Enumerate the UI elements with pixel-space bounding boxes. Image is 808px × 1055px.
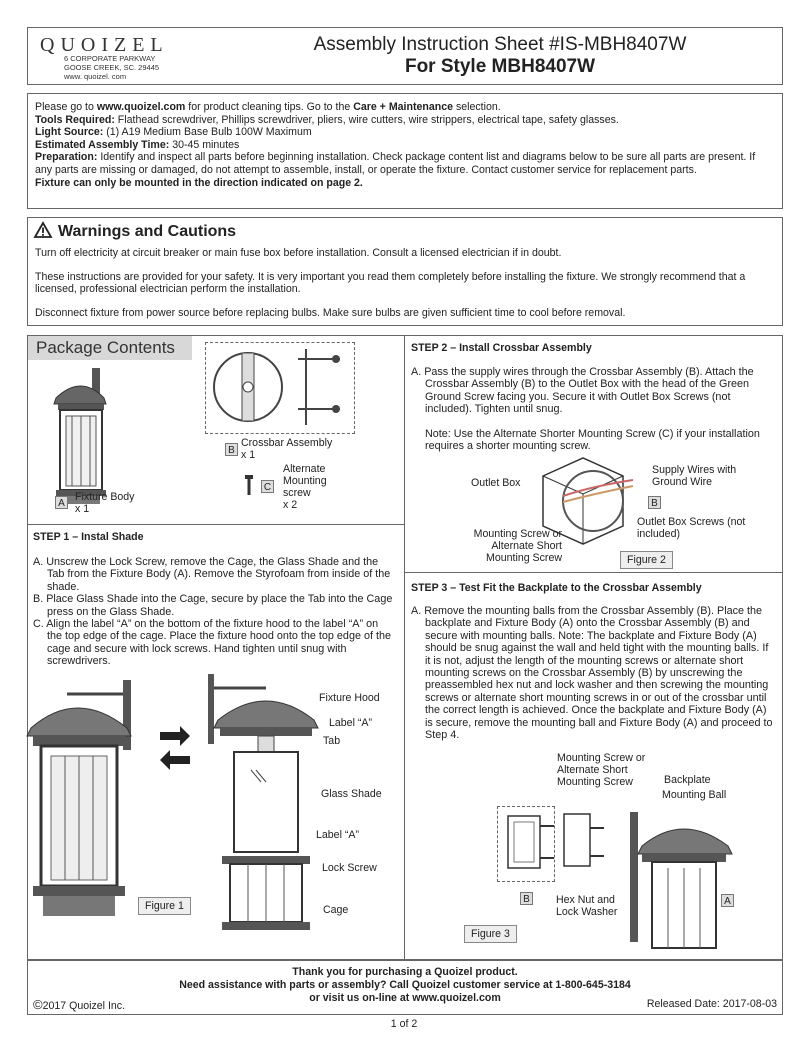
package-b-qty: x 1 (241, 449, 256, 461)
label-lock-screw: Lock Screw (322, 862, 377, 874)
figure3-caption: Figure 3 (464, 925, 517, 943)
step1-item-b: B. Place Glass Shade into the Cage, secure by place the Tab into the Cage press on the Glass Shade. (33, 593, 393, 618)
step1-title: STEP 1 – Instal Shade (33, 531, 144, 543)
grid-divider-left (27, 524, 405, 525)
figure3-tag-b: B (520, 892, 533, 905)
label-mounting-screw-2: Mounting Screw or Alternate Short Mounting Screw (473, 528, 562, 564)
package-tag-a: A (55, 496, 68, 509)
step3-instructions (411, 605, 775, 741)
assembly-time-line: Estimated Assembly Time: 30-45 minutes (35, 138, 240, 151)
style-title: For Style MBH8407W (404, 56, 596, 77)
quoizel-link[interactable]: www.quoizel.com (96, 101, 186, 113)
footer-website[interactable]: or visit us on-line at www.quoizel.com (309, 992, 501, 1004)
step1-instructions (33, 556, 395, 668)
figure2-caption: Figure 2 (620, 551, 673, 569)
package-tag-b: B (225, 443, 238, 456)
footer-thanks: Thank you for purchasing a Quoizel product. (292, 966, 518, 978)
mount-direction-note: Fixture can only be mounted in the direction indicated on page 2. (35, 176, 363, 189)
label-a-top: Label “A” (329, 717, 372, 729)
grid-divider-vertical (404, 335, 405, 960)
page-number: 1 of 2 (390, 1018, 418, 1030)
intro-text (35, 101, 775, 189)
figure2-tag-b: B (648, 496, 661, 509)
address-line-2: GOOSE CREEK, SC. 29445 (64, 63, 160, 72)
copyright-icon: © (33, 997, 43, 1012)
page-title: Assembly Instruction Sheet #IS-MBH8407W (313, 34, 687, 55)
tools-line: Tools Required: Flathead screwdriver, Phillips screwdriver, pliers, wire cutters, wire strippers, electrical tape, safety glasses. (35, 113, 619, 126)
light-source-line: Light Source: (1) A19 Medium Base Bulb 100W Maximum (35, 126, 312, 139)
label-mounting-ball: Mounting Ball (662, 789, 727, 801)
package-contents-title: Package Contents (28, 336, 192, 360)
package-tag-c: C (261, 480, 274, 493)
label-outlet-box-screws: Outlet Box Screws (not included) (637, 516, 746, 540)
step1-item-c: C. Align the label “A” on the bottom of the fixture hood to the label “A” on the top edge of the cage. Place the fixture hood onto the top edge of the cage and secure with lock screws. Hand tighten until snug with screwdrivers. (33, 618, 391, 668)
step1-item-a: A. Unscrew the Lock Screw, remove the Cage, the Glass Shade and the Tab from the Fixture Body (A). Remove the Styrofoam from inside of the shade. (33, 556, 391, 593)
step2-instructions (411, 366, 773, 452)
intro-line-1: Please go to www.quoizel.com for product cleaning tips. Go to the Care + Maintenance selection. (35, 101, 501, 113)
warning-paragraph-2: These instructions are provided for your safety. It is very important you read them completely before installing the fixture. We strongly recommend that a licensed, professional electrician perform the installation. (35, 270, 746, 296)
copyright: ©2017 Quoizel Inc. (33, 997, 126, 1012)
warning-paragraph-1: Turn off electricity at circuit breaker or main fuse box before installation. Consult a licensed electrician if in doubt. (35, 247, 562, 259)
preparation-line: Preparation: Identify and inspect all parts before beginning installation. Check package content list and diagrams below to be sure all parts are present. If any parts are missing or damaged, do not attempt to assemble, install, or operate the fixture. Contact customer service for replacement parts. (35, 151, 756, 176)
warning-icon (34, 222, 52, 238)
figure3-lantern-drawing (628, 812, 738, 952)
figure1-exploded-lantern (206, 666, 326, 936)
package-c-name: Alternate Mounting screw x 2 (283, 463, 327, 511)
step2-title: STEP 2 – Install Crossbar Assembly (411, 342, 592, 354)
label-fixture-hood: Fixture Hood (319, 692, 380, 704)
figure3-tag-a: A (721, 894, 734, 907)
step3-title: STEP 3 – Test Fit the Backplate to the Crossbar Assembly (411, 582, 702, 594)
company-website[interactable]: www. quoizel. com (64, 72, 127, 81)
warnings-title: Warnings and Cautions (58, 223, 237, 240)
label-tab: Tab (323, 735, 341, 747)
released-date: Released Date: 2017-08-03 (646, 998, 777, 1010)
grid-divider-right (404, 572, 783, 573)
warnings-text (35, 247, 775, 319)
figure1-caption: Figure 1 (138, 897, 191, 915)
footer-assistance: Need assistance with parts or assembly? Call Quoizel customer service at 1-800-645-3184 (179, 979, 631, 991)
label-a-bottom: Label “A” (316, 829, 359, 841)
label-hex-nut: Hex Nut and Lock Washer (556, 894, 618, 918)
address-line-1: 6 CORPORATE PARKWAY (64, 54, 156, 63)
figure1-arrows (160, 728, 190, 768)
crossbar-drawing (208, 345, 348, 429)
label-supply-wires: Supply Wires with Ground Wire (652, 464, 737, 488)
warning-paragraph-3: Disconnect fixture from power source before replacing bulbs. Make sure bulbs are given sufficient time to cool before removal. (35, 306, 626, 319)
company-address (64, 54, 159, 72)
label-backplate: Backplate (664, 774, 711, 786)
label-cage: Cage (323, 904, 349, 916)
label-glass-shade: Glass Shade (321, 788, 382, 800)
label-mounting-screw-3: Mounting Screw or Alternate Short Mounting Screw (557, 752, 646, 788)
screw-drawing (244, 475, 254, 497)
logo: QUOIZEL (40, 34, 169, 56)
label-outlet-box: Outlet Box (471, 477, 521, 489)
step2-item-a: A. Pass the supply wires through the Crossbar Assembly (B). Attach the Crossbar Assembly (B) to the Outlet Box with the head of the Green Ground Screw facing you. Secure it with Outlet Box Screws (not included). Tighten until snug. (411, 366, 754, 416)
package-a-qty: x 1 (75, 503, 90, 515)
package-a-name: Fixture Body (75, 491, 135, 503)
step3-item-a: A. Remove the mounting balls from the Crossbar Assembly (B). Place the backplate and Fixture Body (A) onto the Crossbar Assembly (B) and secure with mounting balls. Note: The backplate and Fixture Body (A) should be snug against the wall and held tight with the mounting balls. If it is not, adjust the length of the mounting screws or alternate short mounting screws on the Crossbar Assembly (B) by unscrewing the preassembled hex nut and lock washer and then screwing the mounting screws or alternate short mounting screws in or out of the crossbar until the correct length is achieved. Once the backplate and Fixture Body (A) is secure, remove the mounting ball and Fixture Body (A) and proceed to Step 4. (411, 605, 773, 742)
step2-note: Note: Use the Alternate Shorter Mounting Screw (C) if your installation requires a shorter mounting screw. (425, 427, 760, 453)
package-b-name: Crossbar Assembly (241, 437, 333, 449)
